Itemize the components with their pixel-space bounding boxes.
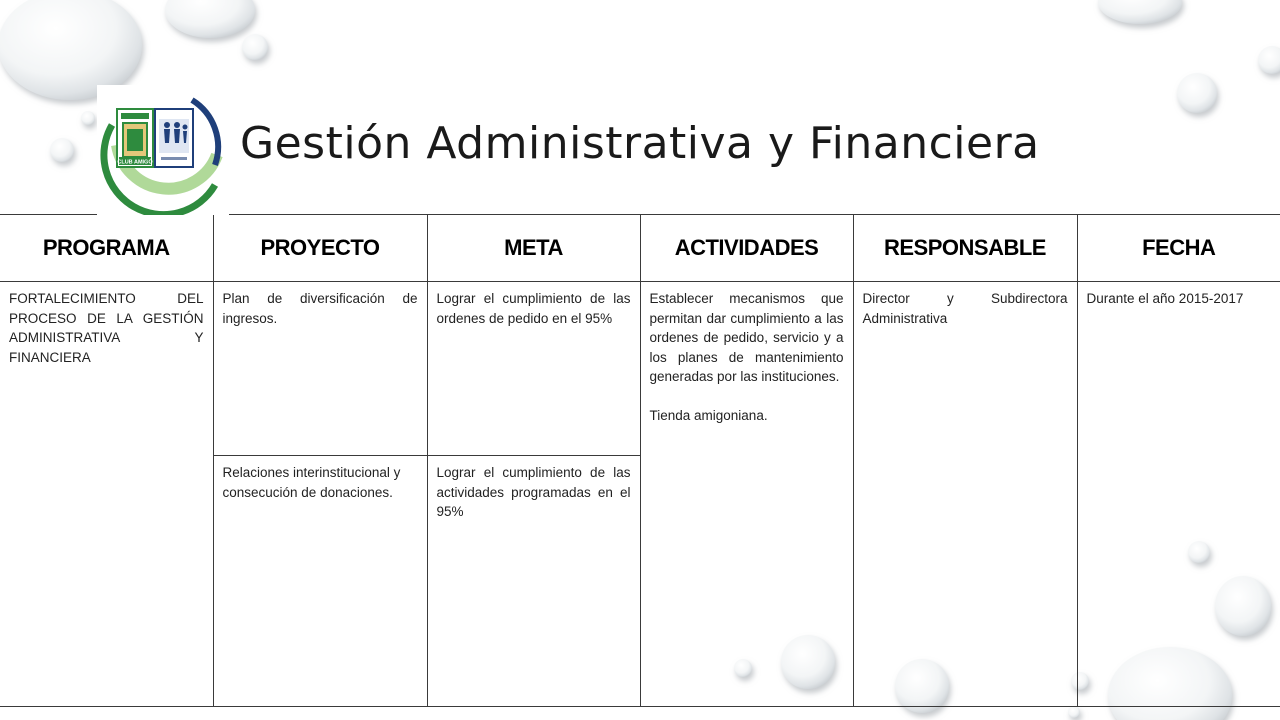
programa-text: FORTALECIMIENTO DEL PROCESO DE LA GESTIÓN ADMINISTRATIVA Y FINANCIERA [9,291,204,365]
drop [1177,73,1217,113]
drop [242,34,268,60]
header-proyecto: PROYECTO [213,215,427,282]
page-title: Gestión Administrativa y Financiera [240,118,1040,169]
drop [1068,706,1080,718]
header-meta: META [427,215,640,282]
header-programa: PROGRAMA [0,215,213,282]
logo-text: CLUB AMIGÓ [117,159,153,166]
proyecto-text: Relaciones interinstitucional y consecución de donaciones. [222,465,401,500]
proyecto-cell [213,282,427,456]
meta-text: Lograr el cumplimiento de las ordenes de pedido en el 95% [436,291,631,326]
drop [50,138,74,162]
meta-text: Lograr el cumplimiento de las actividades programadas en el 95% [436,465,631,519]
meta-cell [427,456,640,707]
header-row [0,215,1280,282]
fecha-text: Durante el año 2015-2017 [1086,291,1244,306]
proyecto-text: Plan de diversificación de ingresos. [222,291,418,326]
actividades-cell [640,282,853,707]
fecha-cell [1077,282,1280,707]
table-row [0,282,1280,456]
drop [1098,0,1182,24]
program-table [0,214,1280,707]
meta-cell [427,282,640,456]
actividades-text-2: Tienda amigoniana. [649,407,768,423]
club-amigo-logo [97,85,229,215]
responsable-text: Director y Subdirectora Administrativa [862,291,1068,326]
drop [1258,46,1280,74]
drop [165,0,255,38]
drop [81,111,95,125]
header-fecha: FECHA [1077,215,1280,282]
header-responsable: RESPONSABLE [853,215,1077,282]
actividades-text: Establecer mecanismos que permitan dar cumplimiento a las ordenes de pedido, servicio y a los planes de mantenimiento generadas por las instituciones. [649,291,844,384]
programa-cell [0,282,213,707]
header-actividades: ACTIVIDADES [640,215,853,282]
proyecto-cell [213,456,427,707]
responsable-cell [853,282,1077,707]
